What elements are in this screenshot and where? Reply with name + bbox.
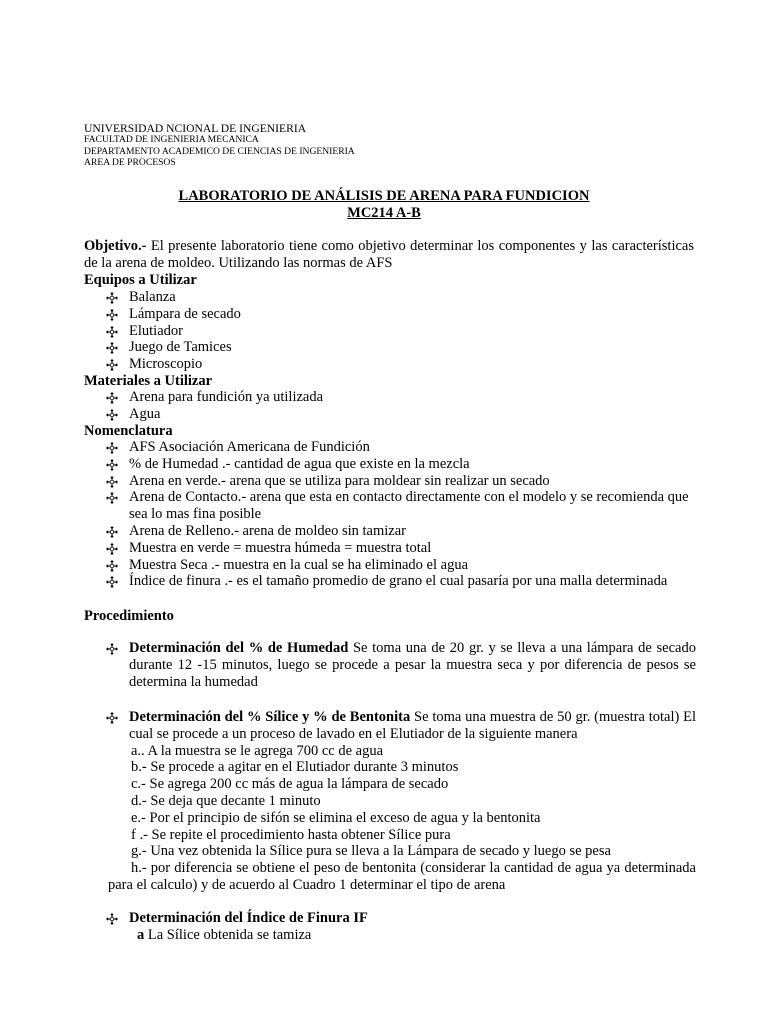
faculty-name: FACULTAD DE INGENIERIA MECANICA [84,134,259,146]
silica-final-step: h.- por diferencia se obtiene el peso de bentonita (considerar la cantidad de agua ya determinada para el calculo) y de acuerdo al Cuadro 1 determinar el tipo de arena [108,860,696,893]
objective-text: El presente laboratorio tiene como objetivo determinar los componentes y las características de la arena de moldeo. Utilizando las normas de AFS [84,238,694,271]
university-name: UNIVERSIDAD NCIONAL DE INGENIERIA [84,122,307,135]
diamond-bullet-icon [106,573,120,590]
diamond-bullet-icon [106,456,120,473]
humidity-text: Se toma una de 20 gr. y se lleva a una lámpara de secado durante 12 -15 minutos, luego se procede a pesar la muestra seca y por diferencia de pesos se determina la humedad [129,640,696,690]
silica-text: Se toma una muestra de 50 gr. (muestra total) El cual se procede a un proceso de lavado en el Elutiador de la siguiente manera [129,709,697,742]
procedure-humidity [84,640,696,690]
procedure-heading: Procedimiento [84,608,174,624]
institution-header [84,123,355,168]
diamond-bullet-icon [106,489,120,506]
diamond-bullet-icon [106,640,120,657]
list-item: Juego de Tamices [84,339,696,356]
diamond-bullet-icon [106,557,120,574]
humidity-paragraph [84,640,696,690]
nomenclature-list [84,439,696,590]
procedure-fineness [84,910,696,944]
list-item: Muestra Seca .- muestra en la cual se ha eliminado el agua [84,557,696,574]
diamond-bullet-icon [106,306,120,323]
diamond-bullet-icon [106,439,120,456]
objective-label: Objetivo.- [84,238,147,254]
equipment-list [84,289,696,373]
course-code: MC214 A-B [347,205,421,221]
fineness-label: Determinación del Índice de Finura IF [129,910,368,926]
silica-step: g.- Una vez obtenida la Sílice pura se lleva a la Lámpara de secado y luego se pesa [131,843,611,860]
fineness-step-text: La Sílice obtenida se tamiza [144,926,312,943]
nomenclature-heading: Nomenclatura [84,423,173,439]
diamond-bullet-icon [106,540,120,557]
silica-step: e.- Por el principio de sifón se elimina el exceso de agua y la bentonita [131,809,541,826]
silica-step: b.- Se procede a agitar en el Elutiador durante 3 minutos [131,759,459,776]
silica-step: c.- Se agrega 200 cc más de agua la lámpara de secado [131,776,449,793]
silica-paragraph [84,709,696,743]
materials-list [84,389,696,423]
diamond-bullet-icon [106,339,120,356]
fineness-paragraph [84,910,696,927]
diamond-bullet-icon [106,473,120,490]
diamond-bullet-icon [106,910,120,927]
silica-step: f .- Se repite el procedimiento hasta obtener Sílice pura [131,826,451,843]
list-item: Arena de Relleno.- arena de moldeo sin tamizar [84,523,696,540]
list-item: % de Humedad .- cantidad de agua que existe en la mezcla [84,456,696,473]
list-item: Índice de finura .- es el tamaño promedio de grano el cual pasaría por una malla determinada [84,573,696,590]
list-item: Arena en verde.- arena que se utiliza para moldear sin realizar un secado [84,473,696,490]
diamond-bullet-icon [106,523,120,540]
list-item: Arena de Contacto.- arena que esta en contacto directamente con el modelo y se recomienda que sea lo mas fina posible [84,489,696,523]
list-item: Balanza [84,289,696,306]
diamond-bullet-icon [106,406,120,423]
department-name: DEPARTAMENTO ACADEMICO DE CIENCIAS DE INGENIERIA [84,145,355,157]
list-item: Muestra en verde = muestra húmeda = muestra total [84,540,696,557]
silica-step: a.. A la muestra se le agrega 700 cc de agua [131,742,384,759]
objective-paragraph [84,238,694,272]
diamond-bullet-icon [106,323,120,340]
humidity-label: Determinación del % de Humedad [129,640,349,656]
materials-heading: Materiales a Utilizar [84,373,213,389]
equipment-heading: Equipos a Utilizar [84,272,197,288]
document-title: LABORATORIO DE ANÁLISIS DE ARENA PARA FUNDICION [178,188,590,204]
list-item: AFS Asociación Americana de Fundición [84,439,696,456]
procedure-silica [84,709,696,894]
fineness-step-letter: a [137,926,145,943]
list-item: Arena para fundición ya utilizada [84,389,696,406]
silica-step: d.- Se deja que decante 1 minuto [131,792,321,809]
diamond-bullet-icon [106,389,120,406]
list-item: Elutiador [84,323,696,340]
diamond-bullet-icon [106,709,120,726]
list-item: Microscopio [84,356,696,373]
silica-label: Determinación del % Sílice y % de Bentonita [129,709,411,725]
area-name: AREA DE PROCESOS [84,156,176,168]
fineness-step [84,927,696,944]
diamond-bullet-icon [106,356,120,373]
diamond-bullet-icon [106,289,120,306]
list-item: Lámpara de secado [84,306,696,323]
list-item: Agua [84,406,696,423]
